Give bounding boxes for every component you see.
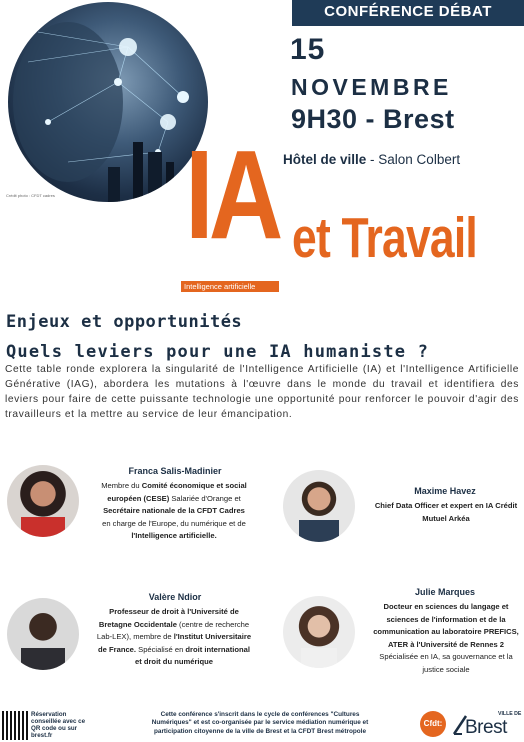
brest-logo-small: VILLE DE [498,711,522,717]
bio-text: droit international et droit du numérique [134,644,250,667]
photo-credit: Crédit photo : CFDT cadres [6,193,55,198]
event-time-place: 9H30 - Brest [291,104,455,134]
bio-text: Spécialisé en [136,644,186,654]
title-travail: et Travail [292,206,477,270]
event-month: NOVEMBRE [291,74,452,100]
avatar-julie [283,596,355,668]
intro-paragraph: Cette table ronde explorera la singularité de l'Intelligence Artificielle (IA) et l'Intelligence Artificielle Générative (IAG), abordera les mutations à l'œuvre dans le monde du travail et identifiera des leviers pour faire de cette puissante technologie une opportunité pour renforcer le pouvoir d'agir des travailleurs et la mettre au service de leur émancipation. [5,364,519,420]
avatar-maxime [283,470,355,542]
reservation-text: Réservation conseillée avec ce QR code ou sur brest.fr [31,711,86,739]
qr-code[interactable] [2,711,28,740]
ia-caption: Intelligence artificielle [181,281,279,292]
event-venue [283,152,460,167]
speaker-bio-julie [372,601,520,677]
title-ia: IA [185,124,279,265]
venue-room: - Salon Colbert [366,152,461,167]
bio-text: Professeur de droit à l'Université de Bretagne Occidentale [98,607,239,629]
footer-note: Cette conférence s'inscrit dans le cycle de conférences "Cultures Numériques" et est co-organisée par le service médiation numérique et participation citoyenne de la ville de Brest et la CFDT Brest métropole [151,711,369,735]
bio-text: Comité économique et social européen (CESE) [107,481,247,503]
subtitle-question: Quels leviers pour une IA humaniste ? [6,342,430,362]
bio-text: Chief Data Officer et expert en IA Crédit Mutuel Arkéa [374,501,518,523]
speaker-name-maxime: Maxime Havez [414,486,476,496]
bio-text: Secrétaire nationale de la CFDT Cadres [103,506,245,516]
bio-text: Membre du [101,481,142,490]
event-day: 15 [290,33,326,66]
bio-text: (centre de recherche Lab-LEX), membre de [96,619,250,642]
event-type-banner: CONFÉRENCE DÉBAT [292,0,524,26]
cfdt-logo: Cfdt: [420,711,446,737]
speaker-bio-franca [98,480,250,543]
bio-text: l'Intelligence artificielle. [131,531,217,541]
bio-text: l'Institut Universitaire de France. [98,632,252,654]
bio-text: Docteur en sciences du langage et sciences de l'information et de la communication au laboratoire PREFICS, ATER à l'Université de Rennes 2 [373,602,519,649]
speaker-bio-maxime [372,500,520,525]
venue-place: Hôtel de ville [283,152,367,167]
hero-ai-image [8,2,208,202]
speaker-name-franca: Franca Salis-Madinier [128,466,222,476]
avatar-valere [7,598,79,670]
speaker-name-valere: Valère Ndior [148,592,202,602]
bio-text: Salariée d'Orange et [169,493,241,503]
subtitle-enjeux: Enjeux et opportunités [6,312,243,332]
speaker-name-julie: Julie Marques [414,587,476,597]
bio-text: Spécialisée en IA, sa gouvernance et la justice sociale [379,652,513,674]
speaker-bio-valere [96,606,252,669]
avatar-franca [7,465,79,537]
brest-logo-text: Brest [465,717,507,738]
bio-text: en charge de l'Europe, du numérique et de [102,518,246,528]
